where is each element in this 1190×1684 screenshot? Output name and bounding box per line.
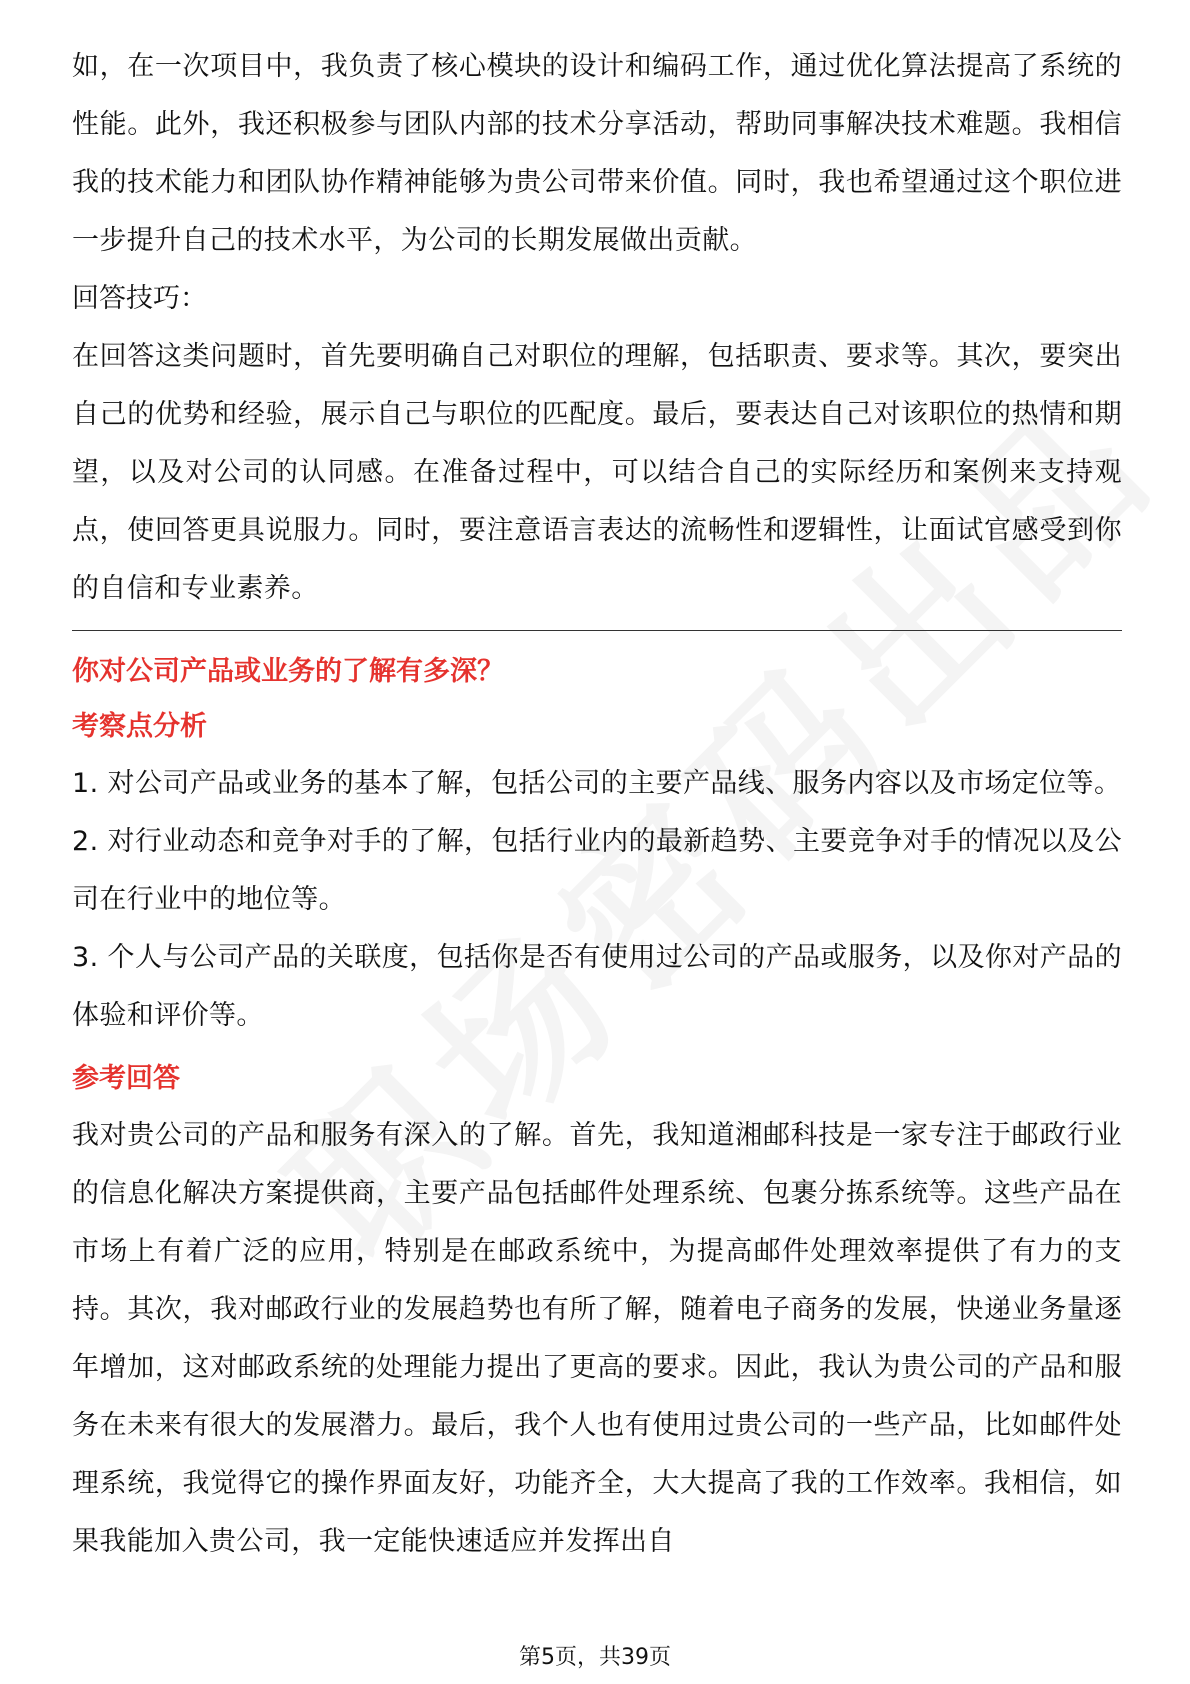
analysis-item: 1. 对公司产品或业务的基本了解，包括公司的主要产品线、服务内容以及市场定位等。 [72,768,1122,799]
page-content [72,38,1122,1571]
section-divider [72,630,1122,631]
analysis-item: 3. 个人与公司产品的关联度，包括你是否有使用过公司的产品或服务，以及你对产品的体验和评价等。 [72,942,1122,1031]
page-number: 第5页，共39页 [519,1645,671,1670]
reference-heading: 参考回答 [72,1063,180,1094]
intro-answer-paragraph: 如，在一次项目中，我负责了核心模块的设计和编码工作，通过优化算法提高了系统的性能。此外，我还积极参与团队内部的技术分享活动，帮助同事解决技术难题。我相信我的技术能力和团队协作精神能够为贵公司带来价值。同时，我也希望通过这个职位进一步提升自己的技术水平，为公司的长期发展做出贡献。 [72,51,1122,256]
reference-answer-paragraph: 我对贵公司的产品和服务有深入的了解。首先，我知道湘邮科技是一家专注于邮政行业的信息化解决方案提供商，主要产品包括邮件处理系统、包裹分拣系统等。这些产品在市场上有着广泛的应用，特别是在邮政系统中，为提高邮件处理效率提供了有力的支持。其次，我对邮政行业的发展趋势也有所了解，随着电子商务的发展，快递业务量逐年增加，这对邮政系统的处理能力提出了更高的要求。因此，我认为贵公司的产品和服务在未来有很大的发展潜力。最后，我个人也有使用过贵公司的一些产品，比如邮件处理系统，我觉得它的操作界面友好，功能齐全，大大提高了我的工作效率。我相信，如果我能加入贵公司，我一定能快速适应并发挥出自 [72,1120,1122,1557]
question-title: 你对公司产品或业务的了解有多深？ [72,656,504,687]
analysis-item: 2. 对行业动态和竞争对手的了解，包括行业内的最新趋势、主要竞争对手的情况以及公司在行业中的地位等。 [72,826,1122,915]
tips-paragraph: 在回答这类问题时，首先要明确自己对职位的理解，包括职责、要求等。其次，要突出自己的优势和经验，展示自己与职位的匹配度。最后，要表达自己对该职位的热情和期望，以及对公司的认同感。在准备过程中，可以结合自己的实际经历和案例来支持观点，使回答更具说服力。同时，要注意语言表达的流畅性和逻辑性，让面试官感受到你的自信和专业素养。 [72,341,1122,604]
analysis-heading: 考察点分析 [72,711,207,742]
tips-label: 回答技巧： [72,283,207,314]
